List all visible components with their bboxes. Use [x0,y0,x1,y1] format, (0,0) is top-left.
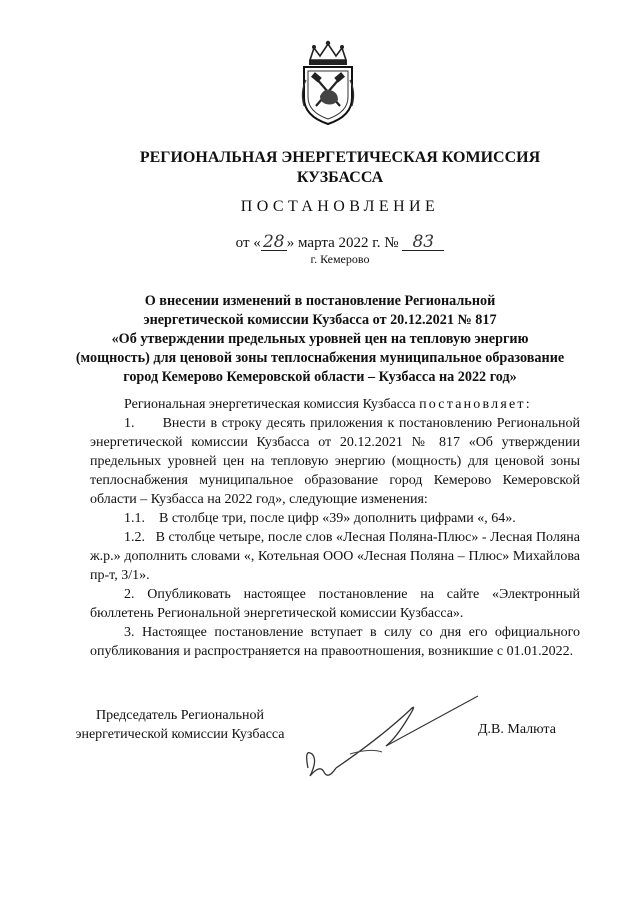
signatory-title [60,706,300,744]
date-line [100,234,580,252]
document-type: ПОСТАНОВЛЕНИЕ [240,198,440,215]
document-body [90,395,580,661]
subject-line-5: город Кемерово Кемеровской области – Кузбасса на 2022 год» [123,369,517,385]
document-number: 83 [402,234,444,251]
subject-line-2: энергетической комиссии Кузбасса от 20.12.2021 № 817 [143,312,497,328]
item-1-2: 1.2. В столбце четыре, после слов «Лесная Поляна-Плюс» - Лесная Поляна ж.р.» дополнить словами «, Котельная ООО «Лесная Поляна – Плюс» Михайлова пр-т, 3/1». [90,530,580,583]
item-1: 1. Внести в строку десять приложения к постановлению Региональной энергетической комиссии Кузбасса от 20.12.2021 № 817 «Об утверждении предельных уровней цен на тепловую энергию (мощность) для ценовой зоны теплоснабжения муниципальное образование город Кемерово Кемеровской области – Кузбасса на 2022 год», следующие изменения: [90,416,580,507]
intro-keyword: постановляет: [419,397,532,412]
coat-of-arms-icon [296,40,360,126]
date-mid: » марта 2022 г. № [286,235,399,251]
signatory-title-line-1: Председатель Региональной [95,708,265,723]
subject-line-4: (мощность) для ценовой зоны теплоснабжения муниципальное образование [75,350,565,366]
item-3: 3. Настоящее постановление вступает в силу со дня его официального опубликования и распространяется на правоотношения, возникшие с 01.01.2022. [90,625,580,659]
signatory-name: Д.В. Малюта [478,722,556,737]
org-line-1: РЕГИОНАЛЬНАЯ ЭНЕРГЕТИЧЕСКАЯ КОМИССИЯ [139,149,541,166]
item-2: 2. Опубликовать настоящее постановление на сайте «Электронный бюллетень Региональной энергетической комиссии Кузбасса». [90,587,580,621]
city: г. Кемерово [310,252,370,266]
handwritten-signature [290,688,510,808]
date-prefix: от « [235,235,261,251]
signatory-title-line-2: энергетической комиссии Кузбасса [75,727,285,742]
intro-paragraph [90,395,580,414]
org-line-2: КУЗБАССА [296,169,384,186]
date-day: 28 [261,234,287,251]
item-1-1: 1.1. В столбце три, после цифр «39» дополнить цифрами «, 64». [124,511,516,526]
intro-text: Региональная энергетическая комиссия Кузбасса [124,397,420,412]
subject-line-3: «Об утверждении предельных уровней цен на тепловую энергию [111,331,529,347]
organization-name [100,148,580,188]
document-subject [60,292,580,387]
subject-line-1: О внесении изменений в постановление Региональной [144,293,496,309]
